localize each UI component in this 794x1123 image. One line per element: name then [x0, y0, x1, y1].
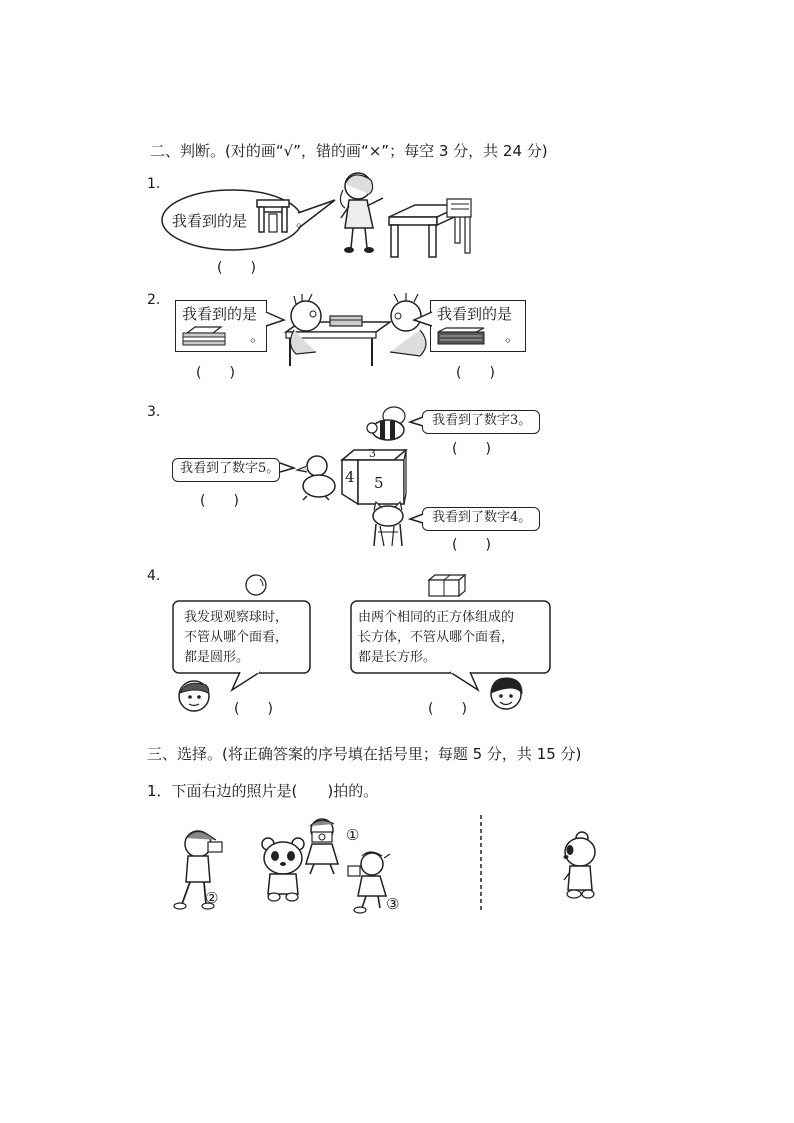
q2-number: 2. — [147, 292, 161, 308]
q4-left-line-1: 我发现观察球时， — [184, 610, 289, 625]
q4-left-line-3: 都是圆形。 — [184, 650, 250, 665]
q3-left-answer-paren[interactable]: ( ) — [200, 493, 239, 509]
q3-top-answer-paren[interactable]: ( ) — [452, 441, 491, 457]
q1-speech-end: 。 — [296, 212, 312, 230]
q3-left-bubble-tail — [279, 462, 295, 474]
q3-top-speech-text: 我看到了数字3。 — [432, 413, 532, 428]
q2-left-answer-paren[interactable]: ( ) — [196, 365, 235, 381]
cube-front-number: 5 — [374, 474, 384, 492]
q1-number: 1. — [147, 176, 161, 192]
q3-number: 3. — [147, 404, 161, 420]
books-side-view-icon — [181, 325, 231, 349]
q3-top-bubble-tail — [410, 416, 424, 428]
label-1: ① — [346, 826, 360, 844]
q4-left-answer-paren[interactable]: ( ) — [234, 701, 273, 717]
cat-icon — [366, 502, 410, 552]
q3-bottom-answer-paren[interactable]: ( ) — [452, 537, 491, 553]
boy-face-right-icon — [486, 675, 526, 711]
books-top-view-icon — [436, 326, 490, 348]
q3-left-speech-text: 我看到了数字5。 — [180, 461, 280, 476]
kid-with-camera-2-icon — [168, 826, 228, 912]
q4-right-line-3: 都是长方形。 — [358, 650, 437, 665]
q3-bottom-bubble-tail — [410, 513, 424, 525]
panda-side-view-photo-icon — [560, 830, 600, 902]
q1-speech-text: 我看到的是 — [172, 212, 248, 230]
q1-answer-paren[interactable]: ( ) — [217, 260, 256, 276]
q2-right-bubble-tail — [414, 310, 434, 330]
bee-icon — [366, 402, 410, 446]
q4-right-line-1: 由两个相同的正方体组成的 — [358, 610, 515, 625]
cuboid-icon — [427, 573, 467, 597]
dashed-divider — [479, 815, 483, 911]
ball-icon — [244, 573, 268, 597]
q2-left-speech-text: 我看到的是 — [182, 305, 258, 323]
label-2: ② — [205, 889, 219, 907]
section-3-heading: 三、选择。(将正确答案的序号填在括号里；每题 5 分，共 15 分) — [147, 745, 582, 763]
q4-right-answer-paren[interactable]: ( ) — [428, 701, 467, 717]
cube-left-number: 4 — [345, 468, 355, 486]
q2-right-speech-end: 。 — [505, 327, 521, 345]
kid-with-camera-1-icon — [298, 816, 348, 878]
q3-bottom-speech-text: 我看到了数字4。 — [432, 510, 532, 525]
table-front-view-icon — [255, 198, 291, 234]
s3-q1-question: 1．下面右边的照片是( )拍的。 — [147, 782, 379, 800]
q4-number: 4. — [147, 568, 161, 584]
girl-icon — [333, 168, 393, 258]
q4-right-line-2: 长方体，不管从哪个面看， — [358, 630, 515, 645]
table-and-chair-icon — [385, 195, 485, 265]
boy-face-left-icon — [176, 677, 212, 713]
label-3: ③ — [386, 895, 400, 913]
q2-right-answer-paren[interactable]: ( ) — [456, 365, 495, 381]
q2-left-speech-end: 。 — [250, 327, 266, 345]
q4-left-line-2: 不管从哪个面看， — [184, 630, 289, 645]
two-kids-at-table-icon — [280, 292, 435, 367]
q2-right-speech-text: 我看到的是 — [437, 305, 513, 323]
cube-top-number: 3 — [369, 447, 376, 460]
section-2-heading: 二、判断。(对的画“√”，错的画“×”；每空 3 分，共 24 分) — [150, 142, 548, 160]
duck-icon — [295, 452, 339, 500]
